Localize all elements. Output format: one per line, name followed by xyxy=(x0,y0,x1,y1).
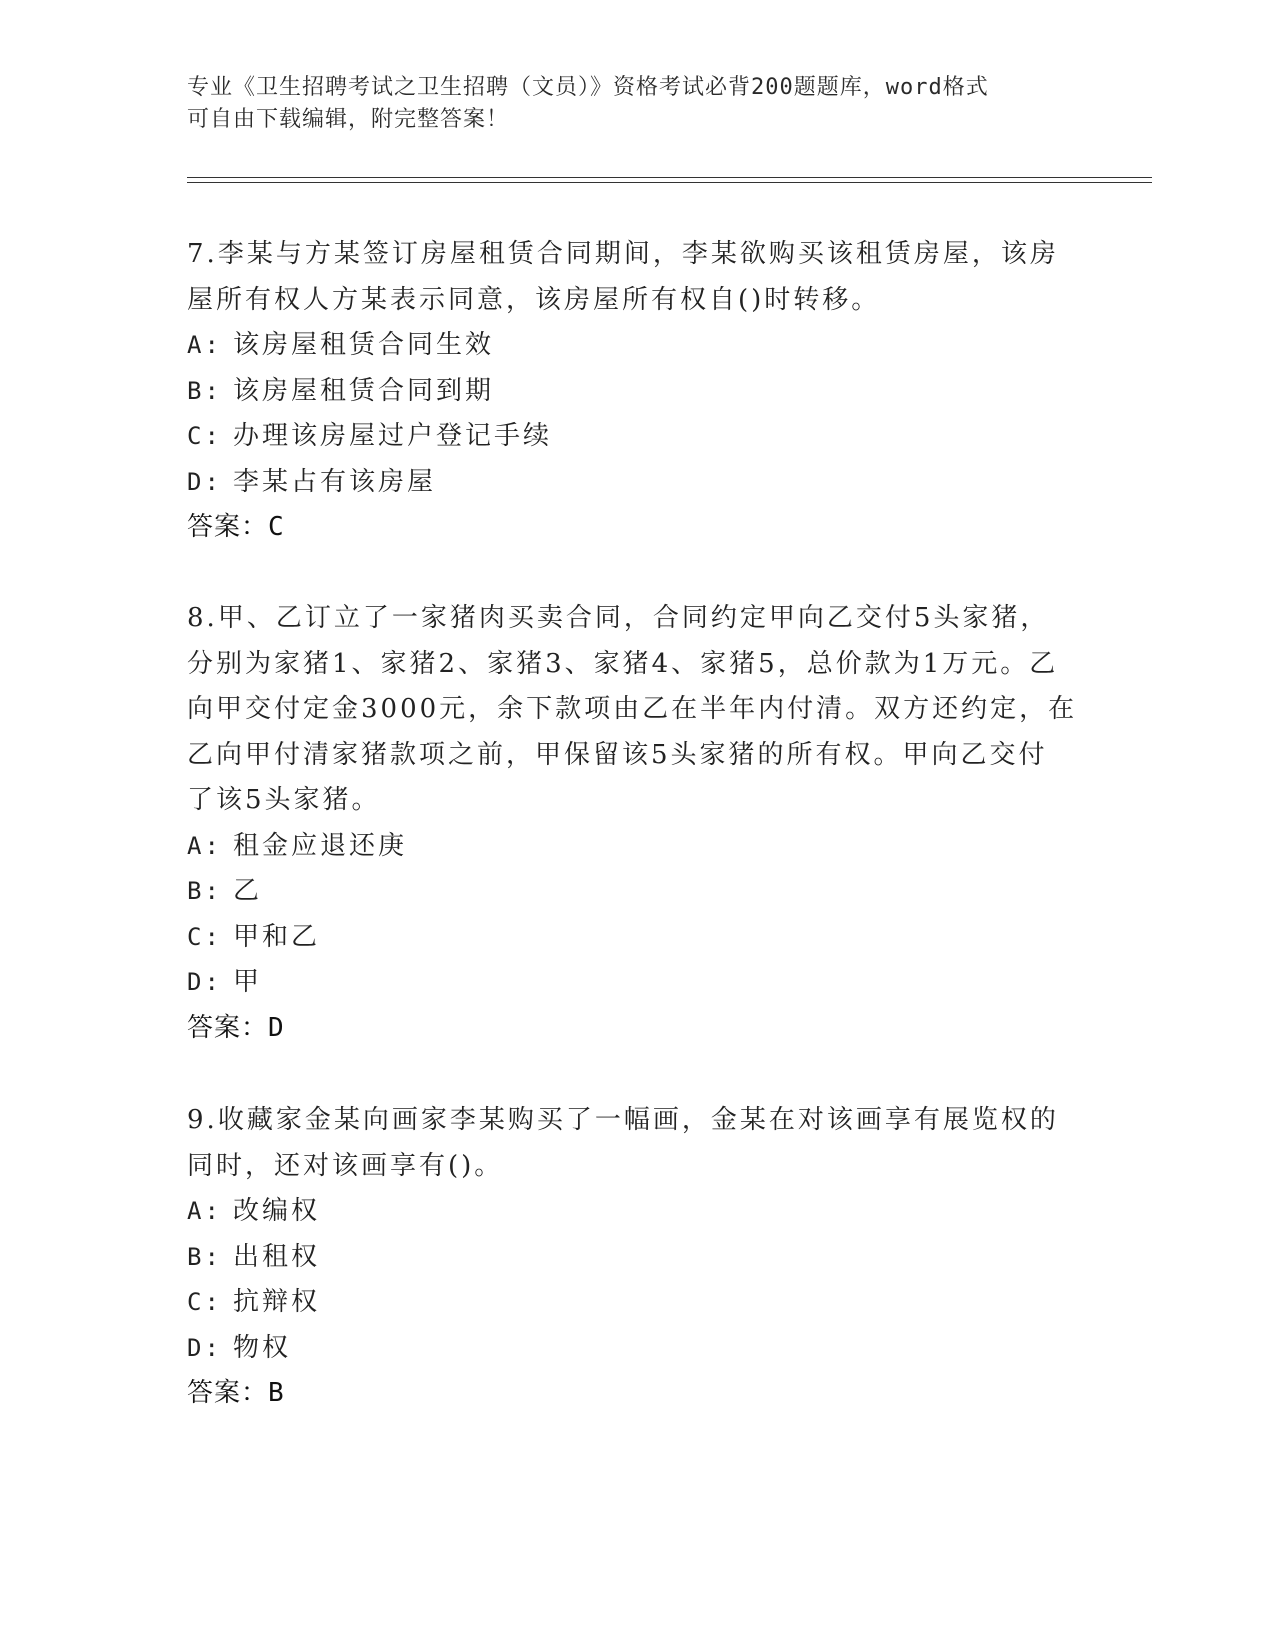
question-number: 7. xyxy=(187,239,218,269)
option-letter: C: xyxy=(187,422,222,450)
option-letter: B: xyxy=(187,376,222,405)
option-a xyxy=(187,323,1087,369)
question-line: 乙向甲付清家猪款项之前，甲保留该5头家猪的所有权。甲向乙交付 xyxy=(187,739,1048,770)
option-text: 抗辩权 xyxy=(233,1287,321,1317)
answer: 答案：B xyxy=(187,1378,285,1408)
option-letter: A: xyxy=(187,1197,222,1225)
question-number: 9. xyxy=(187,1105,218,1135)
option-text: 李某占有该房屋 xyxy=(233,466,437,497)
option-text: 甲 xyxy=(233,967,263,997)
answer: 答案：C xyxy=(187,512,285,542)
option-a xyxy=(187,1189,1087,1235)
option-letter: B: xyxy=(187,877,222,905)
option-letter: A: xyxy=(187,331,222,359)
option-c xyxy=(187,915,1087,961)
question-line: 9.收藏家金某向画家李某购买了一幅画，金某在对该画享有展览权的 xyxy=(187,1105,1059,1135)
question-8 xyxy=(187,596,1087,1051)
option-d xyxy=(187,960,1087,1006)
question-9 xyxy=(187,1098,1087,1417)
question-7 xyxy=(187,232,1087,551)
option-d xyxy=(187,460,1087,506)
option-text: 该房屋租赁合同到期 xyxy=(233,375,495,406)
option-d xyxy=(187,1326,1087,1372)
option-letter: D: xyxy=(187,467,222,496)
option-text: 乙 xyxy=(233,876,263,906)
document-header xyxy=(187,72,1087,136)
option-text: 物权 xyxy=(233,1332,292,1363)
option-c xyxy=(187,1280,1087,1326)
question-line: 7.李某与方某签订房屋租赁合同期间，李某欲购买该租赁房屋，该房 xyxy=(187,239,1059,269)
header-divider-top xyxy=(187,177,1152,178)
option-letter: C: xyxy=(187,1288,222,1316)
option-a xyxy=(187,824,1087,870)
question-line: 8.甲、乙订立了一家猪肉买卖合同，合同约定甲向乙交付5头家猪， xyxy=(187,603,1050,633)
option-text: 甲和乙 xyxy=(233,921,321,952)
option-b xyxy=(187,1235,1087,1281)
option-text: 出租权 xyxy=(233,1241,321,1272)
question-line: 屋所有权人方某表示同意，该房屋所有权自()时转移。 xyxy=(187,284,881,315)
header-divider-bottom xyxy=(187,182,1152,183)
option-letter: D: xyxy=(187,1333,222,1362)
option-letter: B: xyxy=(187,1242,222,1271)
header-line-1: 专业《卫生招聘考试之卫生招聘（文员）》资格考试必背200题题库，word格式 xyxy=(187,75,989,100)
option-text: 办理该房屋过户登记手续 xyxy=(233,421,553,451)
option-c xyxy=(187,414,1087,460)
option-text: 租金应退还庚 xyxy=(233,830,408,861)
option-text: 改编权 xyxy=(233,1196,321,1226)
option-letter: C: xyxy=(187,922,222,951)
question-line: 了该5头家猪。 xyxy=(187,785,381,815)
question-line: 向甲交付定金3000元，余下款项由乙在半年内付清。双方还约定，在 xyxy=(187,694,1078,724)
option-letter: D: xyxy=(187,968,222,996)
answer: 答案：D xyxy=(187,1012,285,1043)
option-text: 该房屋租赁合同生效 xyxy=(233,330,495,360)
option-letter: A: xyxy=(187,831,222,860)
question-number: 8. xyxy=(187,603,218,633)
question-line: 分别为家猪1、家猪2、家猪3、家猪4、家猪5，总价款为1万元。乙 xyxy=(187,648,1059,679)
question-line: 同时，还对该画享有()。 xyxy=(187,1150,504,1181)
option-b xyxy=(187,369,1087,415)
header-line-2: 可自由下载编辑，附完整答案！ xyxy=(187,107,510,132)
option-b xyxy=(187,869,1087,915)
